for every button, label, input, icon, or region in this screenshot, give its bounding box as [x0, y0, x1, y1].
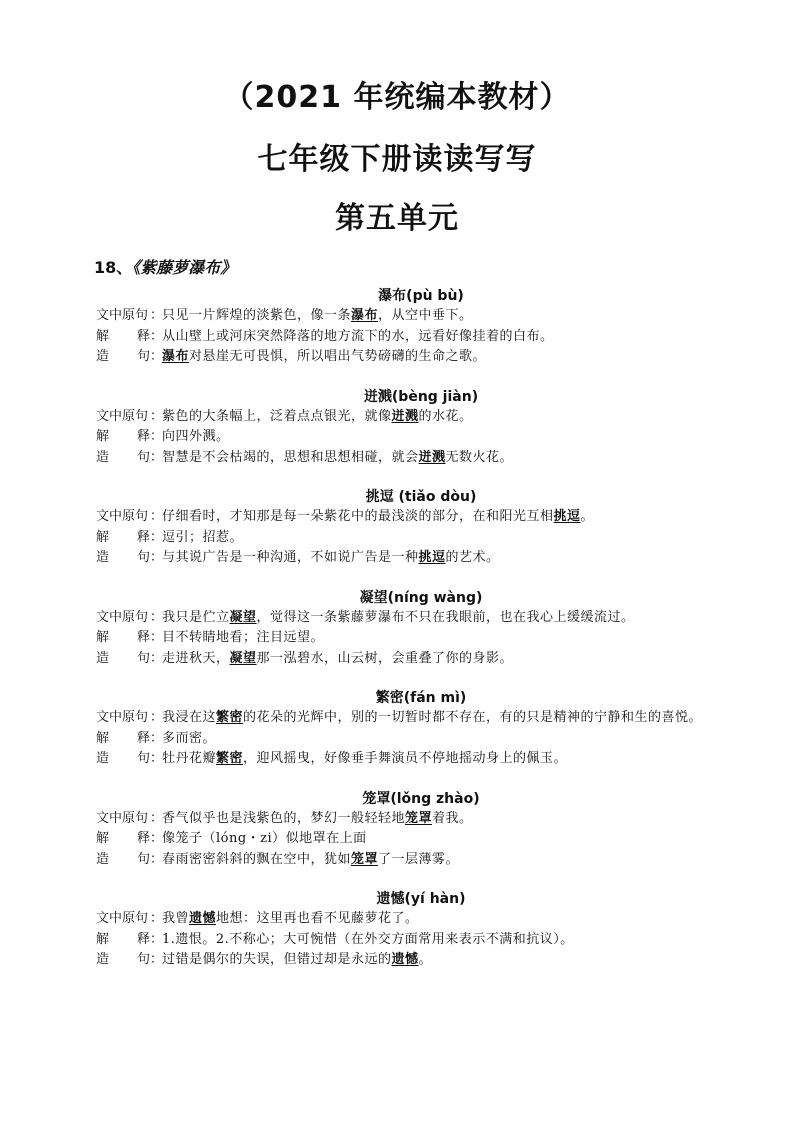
- original-label: [96, 306, 162, 327]
- explanation-text: [162, 930, 746, 951]
- example-label: [96, 548, 162, 569]
- lesson-heading: [94, 255, 236, 278]
- text-segment: 像笼子（lóng・zi）似地罩在上面: [162, 831, 367, 846]
- label-colon: ：: [150, 810, 164, 826]
- vocab-word-heading: 遗憾(yí hàn): [376, 891, 466, 907]
- original-sentence-row: [96, 407, 746, 428]
- explanation-label-b: 释: [136, 931, 150, 947]
- example-sentence-row: [96, 448, 746, 469]
- explanation-row: [96, 930, 746, 951]
- example-sentence-text: [162, 749, 746, 770]
- text-segment: 紫色的大条幅上，泛着点点银光，就像: [162, 408, 392, 424]
- label-colon: ：: [150, 630, 164, 645]
- text-segment: 逗引；招惹。: [162, 529, 244, 545]
- text-segment: 我浸在这: [162, 710, 217, 725]
- label-colon: ：: [150, 931, 164, 947]
- label-colon: ：: [150, 751, 164, 766]
- vocab-entry: [96, 286, 746, 368]
- example-label-a: 造: [96, 851, 110, 867]
- label-colon: ：: [150, 952, 164, 967]
- text-segment: 的花朵的光辉中，别的一切暂时都不存在，有的只是精神的宁静和生的喜悦。: [243, 710, 703, 725]
- example-label: [96, 950, 162, 971]
- text-segment: 牡丹花瓣: [162, 751, 217, 766]
- label-colon: ：: [150, 730, 164, 746]
- text-segment: 走进秋天，: [162, 650, 230, 666]
- explanation-text: [162, 528, 746, 549]
- explanation-row: [96, 528, 746, 549]
- original-label-text: 文中原句: [96, 810, 149, 826]
- original-label: [96, 507, 162, 528]
- text-segment: 我只是伫立: [162, 609, 230, 625]
- text-segment: 目不转睛地看；注目远望。: [162, 630, 325, 645]
- highlighted-word: 瀑布: [162, 349, 190, 364]
- highlighted-word: 笼罩: [405, 810, 433, 826]
- text-segment: 无数火花。: [445, 449, 514, 465]
- highlighted-word: 繁密: [216, 751, 244, 766]
- example-label: [96, 649, 162, 670]
- vocab-entry: [96, 889, 746, 971]
- example-sentence-row: [96, 649, 746, 670]
- original-label: [96, 909, 162, 930]
- highlighted-word: 瀑布: [351, 308, 379, 323]
- explanation-text: [162, 327, 746, 348]
- original-label-text: 文中原句: [96, 509, 149, 524]
- highlighted-word: 笼罩: [351, 851, 379, 867]
- text-segment: 智慧是不会枯竭的，思想和思想相碰，就会: [162, 449, 419, 465]
- example-label-b: 句: [136, 349, 150, 364]
- highlighted-word: 凝望: [229, 650, 257, 666]
- text-segment: 着我。: [432, 810, 473, 826]
- original-label-text: 文中原句: [96, 609, 149, 625]
- vocabulary-list: [96, 286, 746, 990]
- title-edition: （2021 年统编本教材）: [223, 80, 571, 115]
- explanation-row: [96, 628, 746, 649]
- original-sentence-text: [162, 608, 746, 629]
- lesson-title: 《紫藤萝瀑布》: [132, 258, 237, 277]
- original-sentence-text: [162, 708, 746, 729]
- example-label-a: 造: [96, 952, 110, 967]
- vocab-entry: [96, 487, 746, 569]
- example-label-a: 造: [96, 449, 110, 465]
- label-colon: ：: [150, 609, 164, 625]
- original-label-text: 文中原句: [96, 308, 149, 323]
- highlighted-word: 遗憾: [189, 911, 217, 926]
- text-segment: ，觉得这一条紫藤萝瀑布不只在我眼前，也在我心上缓缓流过。: [256, 609, 635, 625]
- original-label: [96, 407, 162, 428]
- text-segment: 从山壁上或河床突然降落的地方流下的水，远看好像挂着的白布。: [162, 328, 554, 344]
- explanation-label: [96, 628, 162, 649]
- example-label-a: 造: [96, 349, 110, 364]
- explanation-label-a: 解: [96, 429, 110, 444]
- original-sentence-row: [96, 306, 746, 327]
- original-sentence-text: [162, 507, 746, 528]
- vocab-word-heading: 迸溅(bèng jiàn): [363, 388, 479, 405]
- vocab-entry: [96, 789, 746, 871]
- original-sentence-row: [96, 809, 746, 830]
- text-segment: 1.遗恨。2.不称心；大可惋惜（在外交方面常用来表示不满和抗议）。: [162, 931, 574, 947]
- vocab-word-heading: 挑逗 (tiǎo dòu): [365, 489, 477, 505]
- explanation-label-b: 释: [136, 630, 150, 645]
- example-label-b: 句: [136, 650, 150, 666]
- label-colon: ：: [150, 449, 164, 465]
- explanation-label-b: 释: [136, 730, 150, 746]
- example-sentence-row: [96, 347, 746, 368]
- text-segment: 的艺术。: [445, 550, 500, 565]
- label-colon: ：: [150, 550, 164, 565]
- explanation-text: [162, 729, 746, 750]
- vocab-entry: [96, 588, 746, 670]
- example-sentence-row: [96, 548, 746, 569]
- example-label: [96, 850, 162, 871]
- highlighted-word: 遗憾: [391, 952, 419, 967]
- example-sentence-text: [162, 548, 746, 569]
- example-sentence-text: [162, 850, 746, 871]
- explanation-label-a: 解: [96, 630, 110, 645]
- explanation-label-b: 释: [136, 831, 150, 846]
- original-sentence-row: [96, 507, 746, 528]
- highlighted-word: 迸溅: [418, 449, 446, 465]
- highlighted-word: 挑逗: [418, 550, 446, 565]
- label-colon: ：: [150, 509, 164, 524]
- explanation-label: [96, 427, 162, 448]
- title-unit: 第五单元: [335, 201, 459, 236]
- text-segment: 只见一片辉煌的淡紫色，像一条: [162, 308, 352, 323]
- example-sentence-row: [96, 850, 746, 871]
- vocab-entry: [96, 688, 746, 770]
- text-segment: 的水花。: [418, 408, 473, 424]
- example-sentence-text: [162, 950, 746, 971]
- original-sentence-text: [162, 909, 746, 930]
- label-colon: ：: [150, 308, 164, 323]
- original-label-text: 文中原句: [96, 408, 149, 424]
- text-segment: 仔细看时，才知那是每一朵紫花中的最浅淡的部分，在和阳光互相: [162, 509, 554, 524]
- explanation-label: [96, 729, 162, 750]
- original-sentence-text: [162, 407, 746, 428]
- label-colon: ：: [150, 831, 164, 846]
- label-colon: ：: [150, 529, 164, 545]
- text-segment: 那一泓碧水，山云树，会重叠了你的身影。: [256, 650, 514, 666]
- explanation-row: [96, 427, 746, 448]
- text-segment: ，迎风摇曳，好像垂手舞演员不停地摇动身上的佩玉。: [243, 751, 568, 766]
- original-label: [96, 708, 162, 729]
- explanation-text: [162, 427, 746, 448]
- example-label-b: 句: [136, 550, 150, 565]
- example-sentence-row: [96, 950, 746, 971]
- explanation-label-a: 解: [96, 328, 110, 344]
- vocab-entry: [96, 387, 746, 469]
- label-colon: ：: [150, 328, 164, 344]
- original-sentence-row: [96, 708, 746, 729]
- example-sentence-text: [162, 649, 746, 670]
- vocab-word-heading: 凝望(níng wàng): [359, 589, 483, 606]
- example-label-b: 句: [136, 751, 150, 766]
- explanation-row: [96, 327, 746, 348]
- title-book: 七年级下册读读写写: [257, 142, 537, 177]
- label-colon: ：: [150, 851, 164, 867]
- text-segment: 。: [418, 952, 433, 967]
- example-label-a: 造: [96, 650, 110, 666]
- original-label: [96, 809, 162, 830]
- vocab-word-heading: 瀑布(pù bù): [378, 288, 464, 304]
- example-sentence-text: [162, 347, 746, 368]
- example-sentence-row: [96, 749, 746, 770]
- original-sentence-row: [96, 608, 746, 629]
- explanation-label-a: 解: [96, 529, 110, 545]
- explanation-row: [96, 729, 746, 750]
- example-label: [96, 347, 162, 368]
- label-colon: ：: [150, 911, 164, 926]
- text-segment: ，从空中垂下。: [378, 308, 473, 323]
- label-colon: ：: [150, 429, 164, 444]
- explanation-label: [96, 528, 162, 549]
- text-segment: 与其说广告是一种沟通，不如说广告是一种: [162, 550, 419, 565]
- text-segment: 对悬崖无可畏惧，所以唱出气势磅礴的生命之歌。: [189, 349, 487, 364]
- vocab-word-heading: 繁密(fán mì): [375, 690, 467, 706]
- text-segment: 向四外溅。: [162, 429, 230, 444]
- vocab-word-heading: 笼罩(lǒng zhào): [362, 790, 480, 807]
- highlighted-word: 繁密: [216, 710, 244, 725]
- text-segment: 过错是偶尔的失误，但错过却是永远的: [162, 952, 392, 967]
- label-colon: ：: [150, 710, 164, 725]
- explanation-label-b: 释: [136, 429, 150, 444]
- explanation-row: [96, 829, 746, 850]
- text-segment: 地想：这里再也看不见藤萝花了。: [216, 911, 419, 926]
- example-label-a: 造: [96, 550, 110, 565]
- explanation-label: [96, 829, 162, 850]
- original-label-text: 文中原句: [96, 911, 149, 926]
- label-colon: ：: [150, 349, 164, 364]
- original-sentence-row: [96, 909, 746, 930]
- explanation-label: [96, 327, 162, 348]
- example-label-b: 句: [136, 952, 150, 967]
- text-segment: 香气似乎也是浅紫色的，梦幻一般轻轻地: [162, 810, 406, 826]
- explanation-label-b: 释: [136, 328, 150, 344]
- explanation-label: [96, 930, 162, 951]
- explanation-text: [162, 829, 746, 850]
- text-segment: 。: [580, 509, 595, 524]
- highlighted-word: 凝望: [229, 609, 257, 625]
- highlighted-word: 迸溅: [391, 408, 419, 424]
- original-sentence-text: [162, 306, 746, 327]
- lesson-number: 18、: [94, 258, 133, 277]
- original-sentence-text: [162, 809, 746, 830]
- example-label-a: 造: [96, 751, 110, 766]
- text-segment: 我曾: [162, 911, 190, 926]
- label-colon: ：: [150, 408, 164, 424]
- explanation-label-a: 解: [96, 831, 110, 846]
- text-segment: 春雨密密斜斜的飘在空中，犹如: [162, 851, 352, 867]
- explanation-label-b: 释: [136, 529, 150, 545]
- explanation-text: [162, 628, 746, 649]
- example-label-b: 句: [136, 449, 150, 465]
- text-segment: 了一层薄雾。: [378, 851, 460, 867]
- original-label-text: 文中原句: [96, 710, 149, 725]
- example-label-b: 句: [136, 851, 150, 867]
- example-label: [96, 448, 162, 469]
- text-segment: 多而密。: [162, 730, 217, 746]
- explanation-label-a: 解: [96, 931, 110, 947]
- original-label: [96, 608, 162, 629]
- explanation-label-a: 解: [96, 730, 110, 746]
- highlighted-word: 挑逗: [553, 509, 581, 524]
- label-colon: ：: [150, 650, 164, 666]
- example-sentence-text: [162, 448, 746, 469]
- example-label: [96, 749, 162, 770]
